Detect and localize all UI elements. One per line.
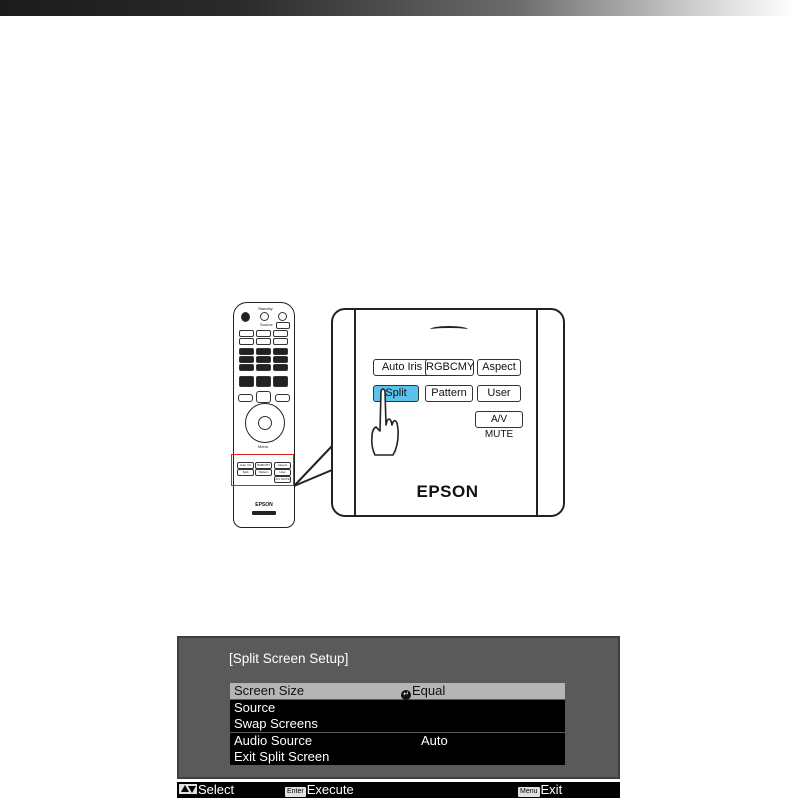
callout-split-button[interactable]: Split (373, 385, 419, 402)
remote-button[interactable] (273, 364, 288, 371)
help-exit: Menu Exit (520, 782, 563, 797)
remote-button[interactable] (278, 312, 287, 321)
remote-button[interactable] (256, 338, 271, 345)
enter-key-icon: Enter (287, 788, 304, 795)
remote-button[interactable] (273, 330, 288, 337)
remote-button[interactable] (239, 338, 254, 345)
remote-aspect-button[interactable]: Aspect (274, 462, 291, 469)
remote-label-source: Source (260, 322, 273, 327)
remote-button[interactable] (273, 348, 288, 355)
remote-button[interactable] (273, 376, 288, 387)
callout-rgbcmy-button[interactable]: RGBCMY (425, 359, 474, 376)
remote-dpad-enter[interactable] (258, 416, 272, 430)
remote-button[interactable] (256, 391, 271, 403)
remote-button[interactable] (260, 312, 269, 321)
remote-button[interactable] (239, 348, 254, 355)
menu-item-source[interactable] (230, 700, 565, 716)
remote-highlight-frame (231, 454, 294, 486)
remote-av-mute-button[interactable]: A/V MUTE (275, 477, 290, 481)
split-screen-setup-panel (177, 636, 620, 779)
remote-label-menu: Menu (258, 444, 269, 449)
menu-item-value: ↵ Equal (401, 683, 445, 700)
up-down-arrow-icon (179, 784, 197, 794)
callout-user-button[interactable]: User (477, 385, 521, 402)
menu-item-screen-size[interactable] (230, 683, 565, 699)
panel-title: [Split Screen Setup] (229, 651, 349, 666)
remote-button[interactable] (273, 356, 288, 363)
remote-button[interactable] (256, 330, 271, 337)
remote-power-button[interactable] (241, 312, 250, 322)
help-execute: Enter Execute (287, 782, 354, 797)
menu-item-swap-screens[interactable] (230, 716, 565, 732)
remote-button[interactable] (256, 376, 271, 387)
help-select: Select (179, 782, 234, 798)
callout-av-mute-button[interactable]: A/V MUTE (475, 411, 523, 428)
menu-item-label: Audio Source (234, 733, 313, 748)
help-bar (177, 782, 620, 798)
remote-rgbcmy-button[interactable]: RGBCMY (256, 463, 271, 467)
remote-split-button[interactable]: Split (237, 469, 254, 476)
callout-aspect-button[interactable]: Aspect (477, 359, 521, 376)
callout-curve (430, 326, 468, 333)
remote-user-button[interactable]: User (274, 469, 291, 476)
remote-button[interactable] (256, 364, 271, 371)
remote-button[interactable] (276, 322, 290, 329)
remote-button[interactable] (256, 356, 271, 363)
remote-control (233, 302, 295, 528)
remote-button[interactable] (239, 376, 254, 387)
menu-item-exit-split-screen[interactable] (230, 749, 565, 765)
menu-item-label: Source (234, 700, 276, 715)
menu-item-audio-source[interactable] (230, 733, 565, 749)
menu-key-icon: Menu (520, 788, 538, 795)
menu-item-label: Screen Size (234, 683, 305, 698)
remote-label-standby: Standby (258, 306, 273, 311)
remote-brand-strip (252, 511, 276, 515)
remote-dpad[interactable] (245, 403, 285, 443)
remote-auto-iris-button[interactable]: Auto Iris (237, 462, 254, 469)
top-gradient-bar (0, 0, 793, 16)
remote-button[interactable] (256, 348, 271, 355)
pointing-hand-icon (369, 385, 403, 457)
callout-pattern-button[interactable]: Pattern (425, 385, 473, 402)
remote-button[interactable] (239, 330, 254, 337)
enter-arrow-icon: ↵ (401, 690, 411, 700)
remote-button[interactable] (275, 394, 290, 402)
callout-zoom (331, 308, 565, 517)
remote-button[interactable] (239, 364, 254, 371)
menu-item-label: Swap Screens (234, 716, 318, 731)
remote-button[interactable] (239, 356, 254, 363)
remote-button[interactable] (273, 338, 288, 345)
remote-pattern-button[interactable]: Pattern (255, 469, 272, 476)
remote-brand-logo: EPSON (255, 502, 273, 508)
menu-item-value: Auto (421, 733, 448, 748)
callout-auto-iris-button[interactable]: Auto Iris (373, 359, 431, 376)
callout-brand-logo: EPSON (416, 482, 479, 501)
remote-button[interactable] (238, 394, 253, 402)
menu-item-label: Exit Split Screen (234, 749, 330, 764)
